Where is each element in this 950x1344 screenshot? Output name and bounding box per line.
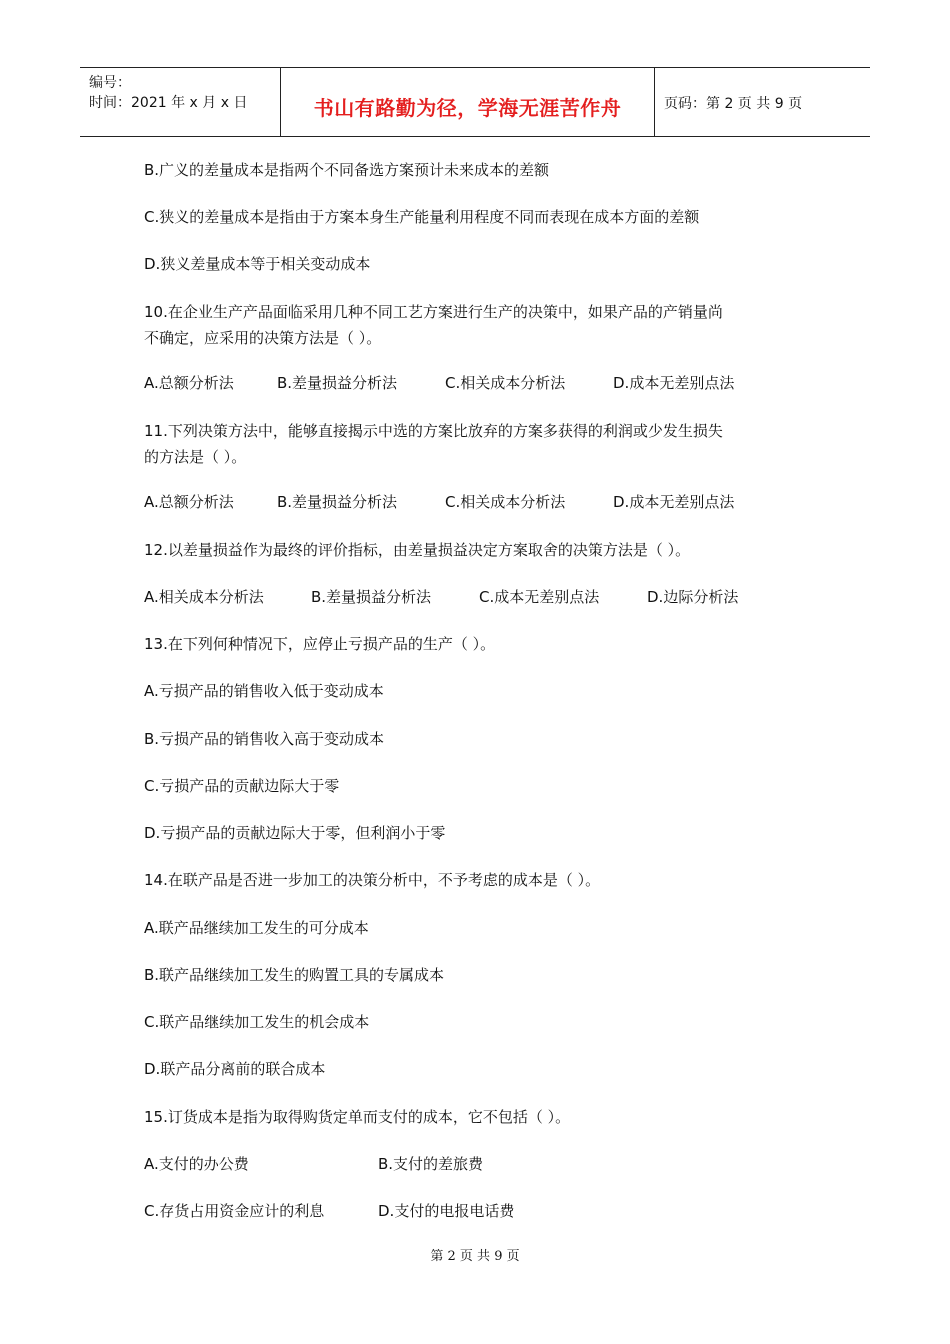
q10-option-d: D.成本无差别点法: [613, 374, 735, 392]
header-page-info: 页码：第 2 页 共 9 页: [664, 96, 803, 112]
header-meta: [80, 68, 280, 136]
document-number: 编号：: [89, 75, 131, 91]
q12-option-c: C.成本无差别点法: [479, 588, 600, 606]
q11-option-d: D.成本无差别点法: [613, 493, 735, 511]
q12-stem: 12.以差量损益作为最终的评价指标，由差量损益决定方案取舍的决策方法是（ ）。: [144, 541, 691, 559]
q13-option-a: A.亏损产品的销售收入低于变动成本: [144, 682, 384, 700]
q15-option-d: D.支付的电报电话费: [378, 1202, 515, 1220]
q15-option-a: A.支付的办公费: [144, 1155, 249, 1173]
q14-option-b: B.联产品继续加工发生的购置工具的专属成本: [144, 966, 445, 984]
q13-option-b: B.亏损产品的销售收入高于变动成本: [144, 730, 385, 748]
q11-option-b: B.差量损益分析法: [277, 493, 398, 511]
header-motto: 书山有路勤为径，学海无涯苦作舟: [313, 96, 622, 120]
q9-option-b: B.广义的差量成本是指两个不同备选方案预计未来成本的差额: [144, 161, 550, 179]
document-date: 时间：2021 年 x 月 x 日: [89, 95, 248, 111]
q13-option-d: D.亏损产品的贡献边际大于零，但利润小于零: [144, 824, 446, 842]
q14-option-a: A.联产品继续加工发生的可分成本: [144, 919, 369, 937]
page-footer: 第 2 页 共 9 页: [430, 1249, 520, 1264]
header-page-cell: [655, 68, 870, 136]
q12-option-a: A.相关成本分析法: [144, 588, 264, 606]
q10-option-a: A.总额分析法: [144, 374, 234, 392]
q11-stem-line1: 11.下列决策方法中，能够直接揭示中选的方案比放弃的方案多获得的利润或少发生损失: [144, 422, 723, 440]
q11-stem-line2: 的方法是（ ）。: [144, 448, 247, 466]
q13-option-c: C.亏损产品的贡献边际大于零: [144, 777, 340, 795]
q10-option-c: C.相关成本分析法: [445, 374, 566, 392]
q15-stem: 15.订货成本是指为取得购货定单而支付的成本，它不包括（ ）。: [144, 1108, 571, 1126]
q14-option-d: D.联产品分离前的联合成本: [144, 1060, 326, 1078]
q11-option-a: A.总额分析法: [144, 493, 234, 511]
q9-option-d: D.狭义差量成本等于相关变动成本: [144, 255, 371, 273]
q10-stem-line1: 10.在企业生产产品面临采用几种不同工艺方案进行生产的决策中，如果产品的产销量尚: [144, 303, 723, 321]
q10-stem-line2: 不确定，应采用的决策方法是（ ）。: [144, 329, 382, 347]
q11-option-c: C.相关成本分析法: [445, 493, 566, 511]
q12-option-d: D.边际分析法: [647, 588, 739, 606]
q12-option-b: B.差量损益分析法: [311, 588, 432, 606]
q13-stem: 13.在下列何种情况下，应停止亏损产品的生产（ ）。: [144, 635, 496, 653]
q14-stem: 14.在联产品是否进一步加工的决策分析中，不予考虑的成本是（ ）。: [144, 871, 601, 889]
q15-option-c: C.存货占用资金应计的利息: [144, 1202, 325, 1220]
header-motto-cell: [280, 68, 655, 136]
page-header: [80, 67, 870, 137]
q14-option-c: C.联产品继续加工发生的机会成本: [144, 1013, 370, 1031]
q15-option-b: B.支付的差旅费: [378, 1155, 484, 1173]
q9-option-c: C.狭义的差量成本是指由于方案本身生产能量利用程度不同而表现在成本方面的差额: [144, 208, 700, 226]
q10-option-b: B.差量损益分析法: [277, 374, 398, 392]
